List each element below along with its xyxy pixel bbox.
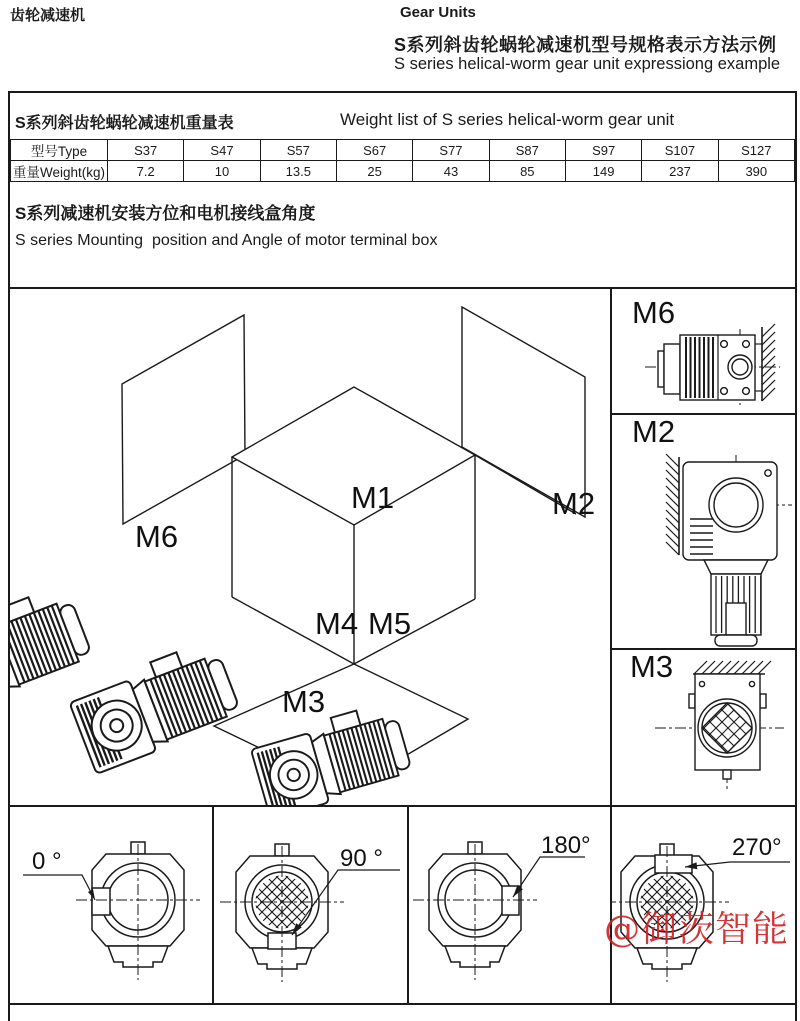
weight-table-header-cell: S67	[336, 140, 412, 161]
next-section-box	[8, 1003, 797, 1021]
weight-table-value-cell: 7.2	[108, 161, 184, 182]
weight-table-header-cell: S57	[260, 140, 336, 161]
shaft-end	[658, 351, 664, 387]
cooling-fins	[686, 337, 713, 398]
label-m4: M4	[315, 606, 359, 641]
weight-table-header-cell: S127	[718, 140, 794, 161]
weight-table-header-cell: S87	[489, 140, 565, 161]
panel-view-m2	[610, 413, 795, 648]
angle-view-180	[407, 805, 610, 1005]
wall-hatch	[762, 324, 775, 401]
weight-table-header-cell: S97	[565, 140, 641, 161]
mounting-title-cn: S系列减速机安装方位和电机接线盒角度	[15, 204, 316, 223]
weight-table-value-cell: 390	[718, 161, 794, 182]
panel-label-m6: M6	[632, 295, 676, 330]
ceiling-hatch	[694, 661, 771, 674]
weight-table-header-cell: S107	[642, 140, 718, 161]
mounting-diagram	[10, 287, 610, 805]
angle-label: 0 °	[32, 848, 62, 875]
angle-view-0	[10, 805, 212, 1005]
weight-table-header-cell: S37	[108, 140, 184, 161]
weight-table	[10, 139, 795, 182]
weight-table-header-cell: 型号Type	[11, 140, 108, 161]
angle-label: 270°	[732, 834, 782, 861]
label-m1: M1	[351, 480, 395, 515]
content-box	[8, 91, 797, 1005]
series-subtitle-cn: S系列斜齿轮蜗轮减速机型号规格表示方法示例	[394, 35, 777, 55]
leader-line	[23, 875, 95, 900]
weight-table-value-cell: 10	[184, 161, 260, 182]
terminal-box	[655, 855, 692, 873]
weight-table-value-row	[11, 161, 795, 182]
panel-label-m3: M3	[630, 649, 674, 684]
angle-label: 180°	[541, 832, 591, 859]
weight-table-title-en: Weight list of S series helical-worm gear unit	[340, 110, 675, 129]
weight-table-value-cell: 43	[413, 161, 489, 182]
label-m2: M2	[552, 486, 596, 521]
page-title-en: Gear Units	[400, 4, 476, 21]
weight-table-value-cell: 25	[336, 161, 412, 182]
page-title-cn: 齿轮减速机	[10, 7, 86, 24]
watermark: @御茨智能	[604, 909, 790, 950]
weight-table-value-cell: 237	[642, 161, 718, 182]
motor-end-cap	[715, 635, 757, 646]
label-m6: M6	[135, 519, 179, 554]
weight-table-header-cell: S47	[184, 140, 260, 161]
weight-table-header-cell: S77	[413, 140, 489, 161]
weight-table-value-cell: 13.5	[260, 161, 336, 182]
terminal-box	[92, 888, 110, 915]
weight-table-title-cn: S系列斜齿轮蜗轮减速机重量表	[15, 115, 234, 132]
mounting-title-en: S series Mounting position and Angle of motor terminal box	[15, 232, 438, 249]
panel-label-m2: M2	[632, 414, 676, 449]
wall-hatch	[666, 454, 679, 555]
label-m3: M3	[282, 684, 326, 719]
series-subtitle-en: S series helical-worm gear unit expressiong example	[394, 55, 781, 73]
panel-view-m3	[610, 648, 795, 805]
label-m5: M5	[368, 606, 412, 641]
weight-table-value-cell: 重量Weight(kg)	[11, 161, 108, 182]
leader-line	[513, 857, 585, 897]
angle-label: 90 °	[340, 845, 383, 872]
motor-flange	[704, 560, 768, 574]
weight-table-value-cell: 149	[565, 161, 641, 182]
weight-table-header-row	[11, 140, 795, 161]
angle-view-90	[212, 805, 407, 1005]
gearmotor-m1	[66, 638, 243, 774]
panel-view-m6	[610, 287, 795, 413]
weight-table-value-cell: 85	[489, 161, 565, 182]
plane-m6	[122, 315, 245, 524]
